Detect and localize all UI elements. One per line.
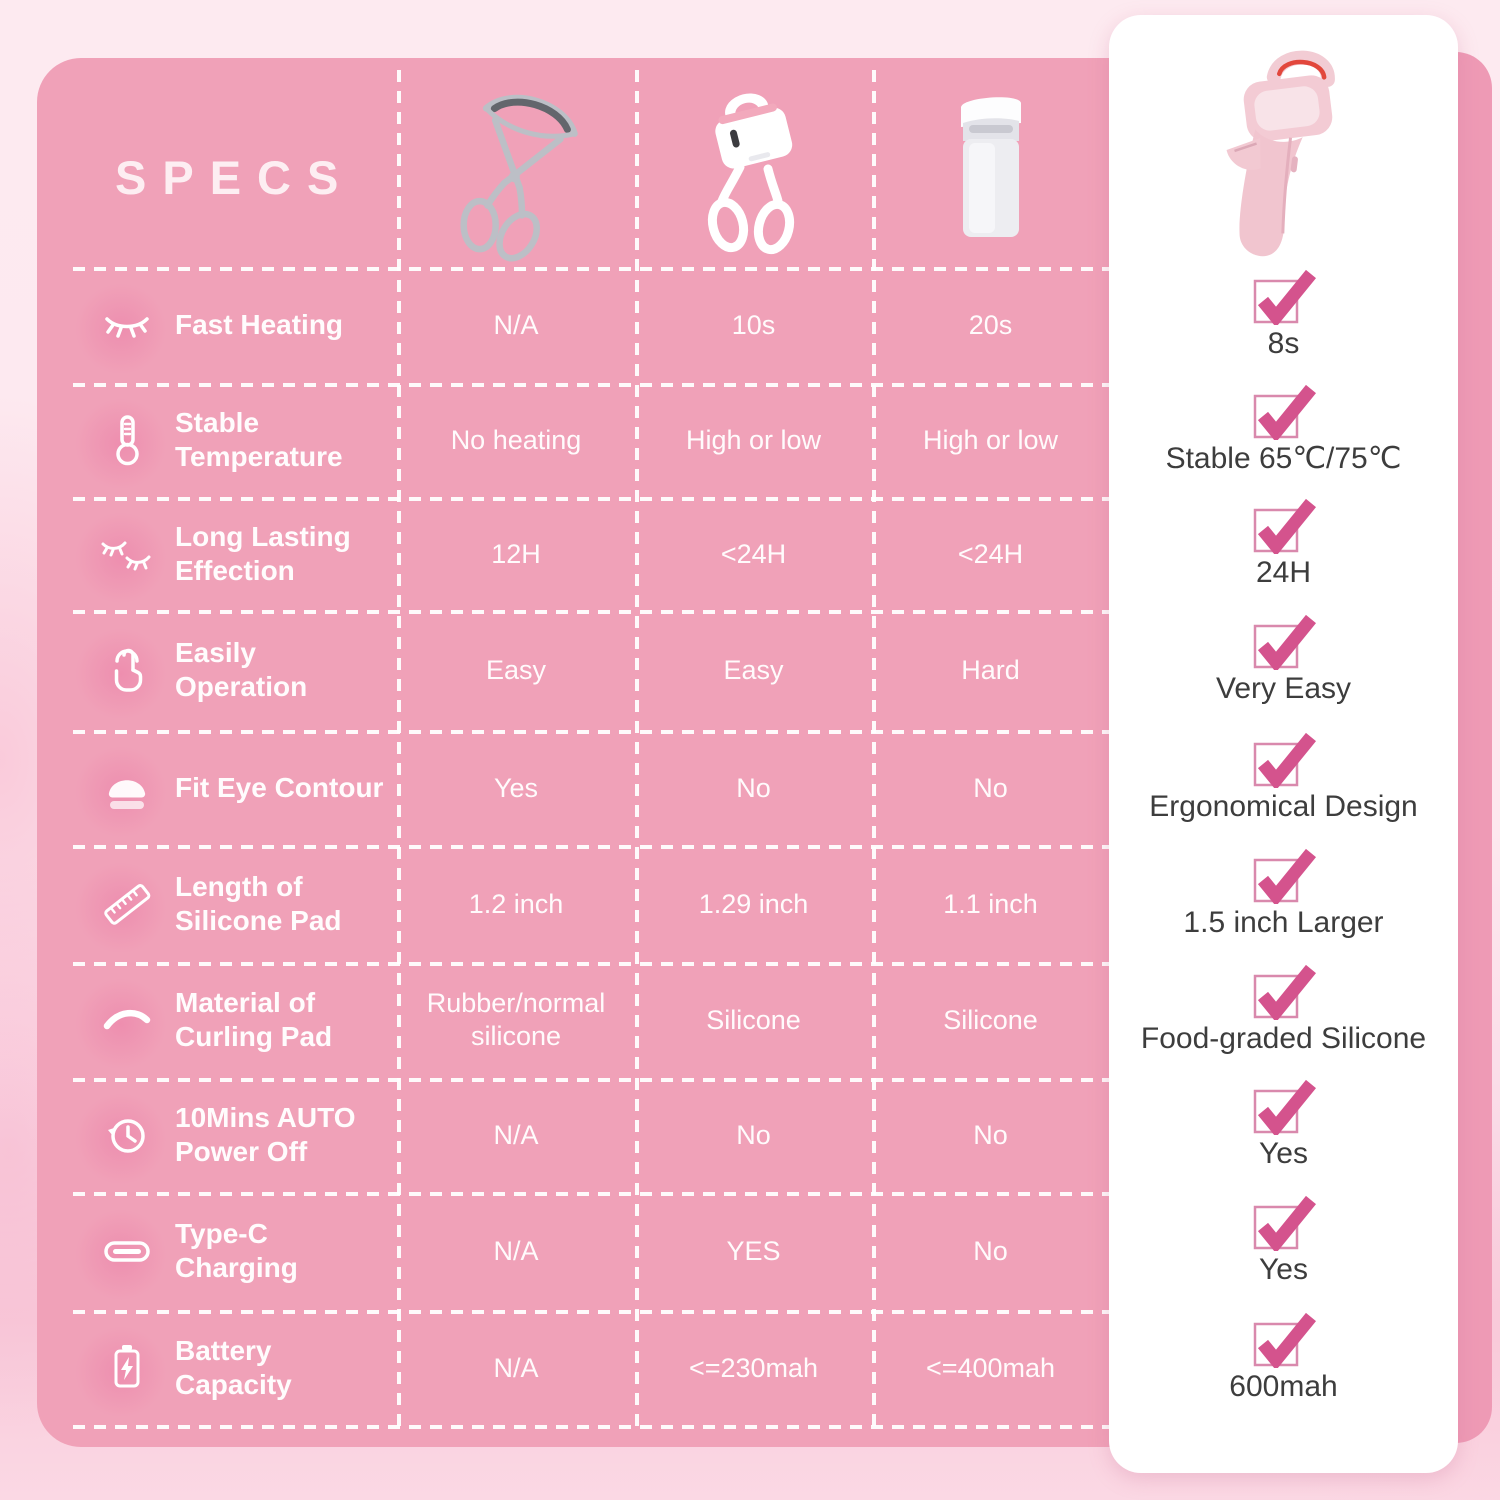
cell-value: Hard bbox=[961, 654, 1020, 685]
checked-checkbox-icon bbox=[1252, 382, 1316, 440]
thermometer-icon bbox=[99, 412, 155, 468]
ours-item bbox=[1109, 1077, 1458, 1171]
cell-value: <=230mah bbox=[688, 1352, 819, 1383]
cell-value: Silicone bbox=[706, 1004, 801, 1035]
cell-value: Easy bbox=[723, 654, 784, 685]
column-header-product-1 bbox=[397, 74, 635, 269]
cell-value: High or low bbox=[685, 424, 822, 455]
cell-value: Rubber/normal silicone bbox=[426, 988, 606, 1051]
ours-value-label: 600mah bbox=[1229, 1370, 1338, 1403]
row-label: Battery Capacity bbox=[175, 1335, 292, 1400]
checked-checkbox-icon bbox=[1252, 1077, 1316, 1135]
cell-value: No heating bbox=[450, 424, 582, 455]
cell-value: <24H bbox=[957, 538, 1024, 569]
ours-item bbox=[1109, 1193, 1458, 1287]
ours-value-label: Stable 65℃/75℃ bbox=[1165, 442, 1402, 475]
ours-item bbox=[1109, 962, 1458, 1056]
ours-item bbox=[1109, 1310, 1458, 1404]
double-closed-eye-lashes-icon bbox=[99, 526, 155, 582]
cell-value: 20s bbox=[968, 309, 1013, 340]
ours-item bbox=[1109, 730, 1458, 824]
cell-value: <24H bbox=[720, 538, 787, 569]
cell-value: 12H bbox=[491, 538, 541, 569]
ours-value-label: Yes bbox=[1259, 1253, 1308, 1286]
closed-eye-lashes-icon bbox=[99, 297, 155, 353]
cell-value: N/A bbox=[493, 1119, 539, 1150]
history-clock-icon bbox=[99, 1107, 155, 1163]
ours-item bbox=[1109, 496, 1458, 590]
cell-value: N/A bbox=[493, 1352, 539, 1383]
lash-curve-icon bbox=[99, 992, 155, 1048]
checked-checkbox-icon bbox=[1252, 730, 1316, 788]
row-label: Length of Silicone Pad bbox=[175, 871, 342, 936]
checked-checkbox-icon bbox=[1252, 1310, 1316, 1368]
ours-item bbox=[1109, 267, 1458, 361]
ours-product-image-wrap bbox=[1109, 33, 1458, 268]
manual-eyelash-curler-image bbox=[436, 79, 596, 264]
type-c-icon bbox=[99, 1223, 155, 1279]
tap-finger-icon bbox=[99, 642, 155, 698]
checked-checkbox-icon bbox=[1252, 846, 1316, 904]
row-label: Material of Curling Pad bbox=[175, 987, 333, 1052]
ours-value-label: Ergonomical Design bbox=[1149, 790, 1418, 823]
row-label: 10Mins AUTO Power Off bbox=[175, 1102, 356, 1167]
cell-value: YES bbox=[726, 1235, 781, 1266]
ours-item bbox=[1109, 382, 1458, 476]
ours-value-label: 8s bbox=[1267, 327, 1300, 360]
cell-value: Easy bbox=[485, 654, 547, 685]
row-label: Fit Eye Contour bbox=[175, 772, 384, 803]
row-label: Stable Temperature bbox=[175, 407, 343, 472]
ours-value-label: 24H bbox=[1255, 556, 1312, 589]
row-label: Type-C Charging bbox=[175, 1218, 298, 1283]
checked-checkbox-icon bbox=[1252, 962, 1316, 1020]
cell-value: Silicone bbox=[943, 1004, 1038, 1035]
page-title: SPECS bbox=[115, 151, 355, 204]
pink-heated-eyelash-curler-image bbox=[1169, 33, 1399, 268]
cell-value: No bbox=[736, 772, 771, 803]
row-label: Fast Heating bbox=[175, 309, 344, 340]
column-header-product-3 bbox=[872, 74, 1109, 269]
ruler-icon bbox=[99, 876, 155, 932]
cell-value: 1.29 inch bbox=[698, 888, 809, 919]
row-label: Long Lasting Effection bbox=[175, 521, 351, 586]
checked-checkbox-icon bbox=[1252, 1193, 1316, 1251]
handheld-heated-eyelash-curler-image bbox=[674, 79, 834, 264]
compact-heated-eyelash-curler-image bbox=[911, 79, 1071, 264]
checked-checkbox-icon bbox=[1252, 267, 1316, 325]
cell-value: High or low bbox=[922, 424, 1059, 455]
cell-value: N/A bbox=[493, 309, 539, 340]
checked-checkbox-icon bbox=[1252, 496, 1316, 554]
battery-icon bbox=[99, 1340, 155, 1396]
ours-value-label: Food-graded Silicone bbox=[1140, 1022, 1427, 1055]
ours-value-label: 1.5 inch Larger bbox=[1183, 906, 1384, 939]
cell-value: 10s bbox=[731, 309, 776, 340]
ours-item bbox=[1109, 846, 1458, 940]
cell-value: Yes bbox=[493, 772, 539, 803]
cell-value: No bbox=[973, 1119, 1008, 1150]
cell-value: No bbox=[736, 1119, 771, 1150]
cell-value: N/A bbox=[493, 1235, 539, 1266]
ours-value-label: Very Easy bbox=[1215, 672, 1352, 705]
row-label: Easily Operation bbox=[175, 637, 308, 702]
ours-item bbox=[1109, 612, 1458, 706]
ours-card bbox=[1109, 15, 1458, 1473]
cell-value: No bbox=[973, 772, 1008, 803]
ours-value-label: Yes bbox=[1259, 1137, 1308, 1170]
cell-value: 1.1 inch bbox=[943, 888, 1038, 919]
cell-value: 1.2 inch bbox=[468, 888, 564, 919]
column-header-product-2 bbox=[635, 74, 872, 269]
cell-value: No bbox=[973, 1235, 1008, 1266]
checked-checkbox-icon bbox=[1252, 612, 1316, 670]
silicone-pad-icon bbox=[99, 760, 155, 816]
cell-value: <=400mah bbox=[925, 1352, 1056, 1383]
